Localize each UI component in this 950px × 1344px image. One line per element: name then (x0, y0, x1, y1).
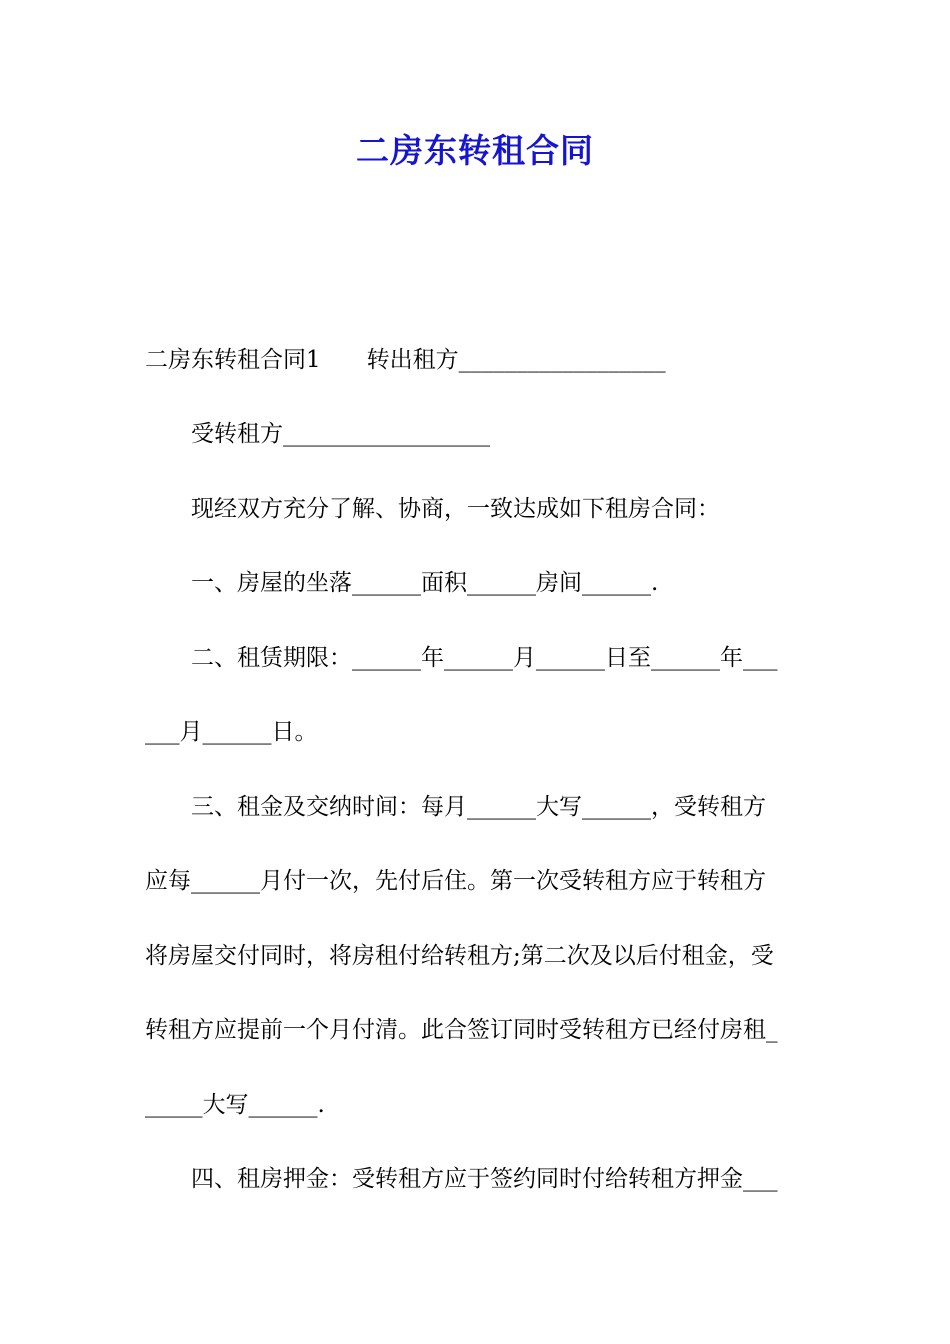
clause-1-location: 一、房屋的坐落______面积______房间______. (145, 570, 659, 596)
clause-3-rent-line-2: 应每______月付一次，先付后住。第一次受转租方应于转租方 (145, 868, 766, 894)
preamble-paragraph: 现经双方充分了解、协商，一致达成如下租房合同： (145, 496, 720, 522)
document-title: 二房东转租合同 (356, 131, 594, 170)
party-lessee-line: 受转租方__________________ (145, 421, 490, 447)
clause-2-term-line-2: ___月______日。 (145, 719, 318, 745)
party-lessor-line: 二房东转租合同1 转出租方__________________ (145, 347, 666, 373)
clause-3-rent-line-5: _____大写______. (145, 1092, 325, 1118)
clause-4-deposit-line-1: 四、租房押金：受转租方应于签约同时付给转租方押金___ (145, 1166, 778, 1192)
clause-3-rent-line-3: 将房屋交付同时，将房租付给转租方;第二次及以后付租金，受 (145, 943, 774, 969)
clause-2-term-line-1: 二、租赁期限：______年______月______日至______年___ (145, 645, 778, 671)
clause-3-rent-line-4: 转租方应提前一个月付清。此合签订同时受转租方已经付房租_ (145, 1017, 778, 1043)
clause-3-rent-line-1: 三、租金及交纳时间：每月______大写______，受转租方 (145, 794, 766, 820)
